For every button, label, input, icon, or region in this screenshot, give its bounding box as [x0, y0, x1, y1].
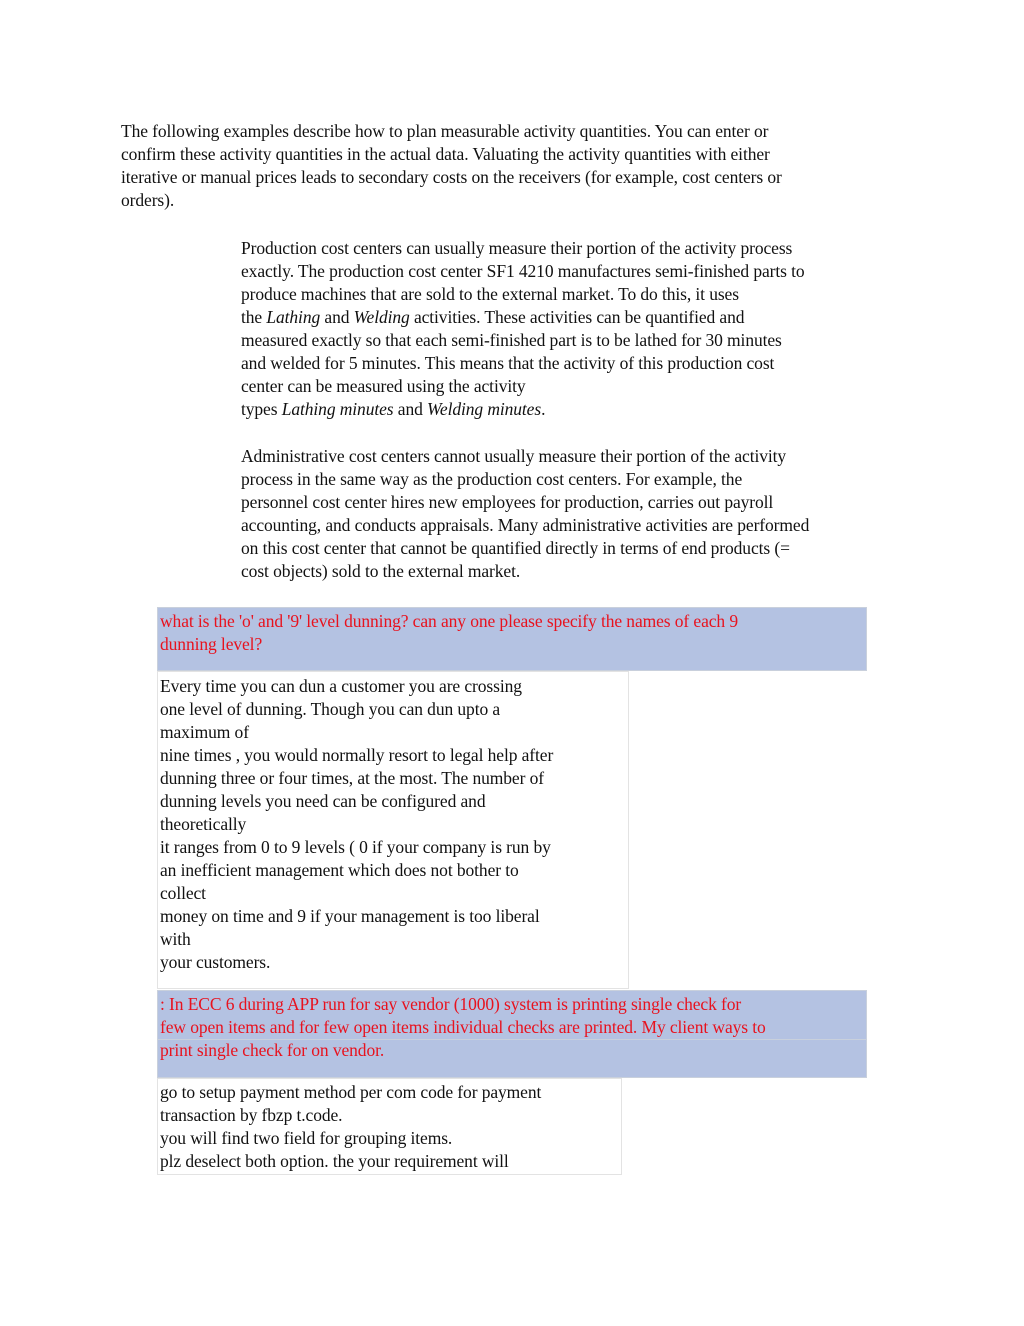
- production-line: Production cost centers can usually measure their portion of the activity process: [241, 238, 793, 258]
- answer-block: [157, 671, 629, 989]
- answer-line: maximum of: [160, 722, 249, 742]
- intro-line: iterative or manual prices leads to secondary costs on the receivers (for example, cost centers or: [121, 167, 782, 187]
- answer-block: [157, 1078, 622, 1175]
- answer-line: it ranges from 0 to 9 levels ( 0 if your company is run by: [160, 837, 551, 857]
- intro-line: The following examples describe how to plan measurable activity quantities. You can enter or: [121, 121, 769, 141]
- question-line: few open items and for few open items individual checks are printed. My client ways to: [160, 1017, 766, 1037]
- question-block: [157, 607, 867, 671]
- intro-line: orders).: [121, 190, 175, 210]
- answer-line: money on time and 9 if your management is too liberal: [160, 906, 540, 926]
- text-run: .: [541, 399, 546, 419]
- question-line: dunning level?: [160, 634, 263, 654]
- answer-line: Every time you can dun a customer you are crossing: [160, 676, 522, 696]
- activity-name: Welding: [353, 307, 410, 327]
- text-run: and: [320, 307, 354, 327]
- question-line: what is the 'o' and '9' level dunning? can any one please specify the names of each 9: [160, 611, 739, 631]
- answer-line: collect: [160, 883, 206, 903]
- production-line: exactly. The production cost center SF1 4210 manufactures semi-finished parts to: [241, 261, 805, 281]
- answer-line: you will find two field for grouping items.: [160, 1128, 453, 1148]
- question-line: : In ECC 6 during APP run for say vendor (1000) system is printing single check for: [160, 994, 742, 1014]
- activity-type-name: Lathing minutes: [281, 399, 394, 419]
- answer-line: transaction by fbzp t.code.: [160, 1105, 343, 1125]
- activity-name: Lathing: [266, 307, 321, 327]
- answer-line: with: [160, 929, 191, 949]
- answer-line: your customers.: [160, 952, 271, 972]
- production-line: produce machines that are sold to the external market. To do this, it uses: [241, 284, 739, 304]
- question-block: [157, 990, 867, 1078]
- text-run: and: [393, 399, 428, 419]
- answer-line: an inefficient management which does not bother to: [160, 860, 519, 880]
- production-line: measured exactly so that each semi-finished part is to be lathed for 30 minutes: [241, 330, 782, 350]
- administrative-line: personnel cost center hires new employees for production, carries out payroll: [241, 492, 774, 512]
- answer-line: nine times , you would normally resort to legal help after: [160, 745, 554, 765]
- administrative-line: accounting, and conducts appraisals. Many administrative activities are performed: [241, 515, 810, 535]
- production-line: and welded for 5 minutes. This means that the activity of this production cost: [241, 353, 775, 373]
- administrative-line: Administrative cost centers cannot usually measure their portion of the activity: [241, 446, 787, 466]
- text-run: the: [241, 307, 267, 327]
- answer-line: go to setup payment method per com code for payment: [160, 1082, 542, 1102]
- production-line: [241, 398, 545, 421]
- question-row-divider: [158, 1039, 866, 1040]
- intro-line: confirm these activity quantities in the actual data. Valuating the activity quantities with either: [121, 144, 770, 164]
- administrative-line: process in the same way as the production cost centers. For example, the: [241, 469, 743, 489]
- answer-line: plz deselect both option. the your requirement will: [160, 1151, 509, 1171]
- administrative-line: on this cost center that cannot be quantified directly in terms of end products (=: [241, 538, 790, 558]
- administrative-line: cost objects) sold to the external market.: [241, 561, 521, 581]
- production-line: [241, 306, 744, 329]
- activity-type-name: Welding minutes: [427, 399, 542, 419]
- answer-line: dunning three or four times, at the most. The number of: [160, 768, 544, 788]
- answer-line: theoretically: [160, 814, 247, 834]
- text-run: types: [241, 399, 282, 419]
- text-run: activities. These activities can be quantified and: [409, 307, 745, 327]
- answer-line: one level of dunning. Though you can dun upto a: [160, 699, 501, 719]
- production-line: center can be measured using the activity: [241, 376, 526, 396]
- answer-line: dunning levels you need can be configured and: [160, 791, 486, 811]
- question-line: print single check for on vendor.: [160, 1040, 385, 1060]
